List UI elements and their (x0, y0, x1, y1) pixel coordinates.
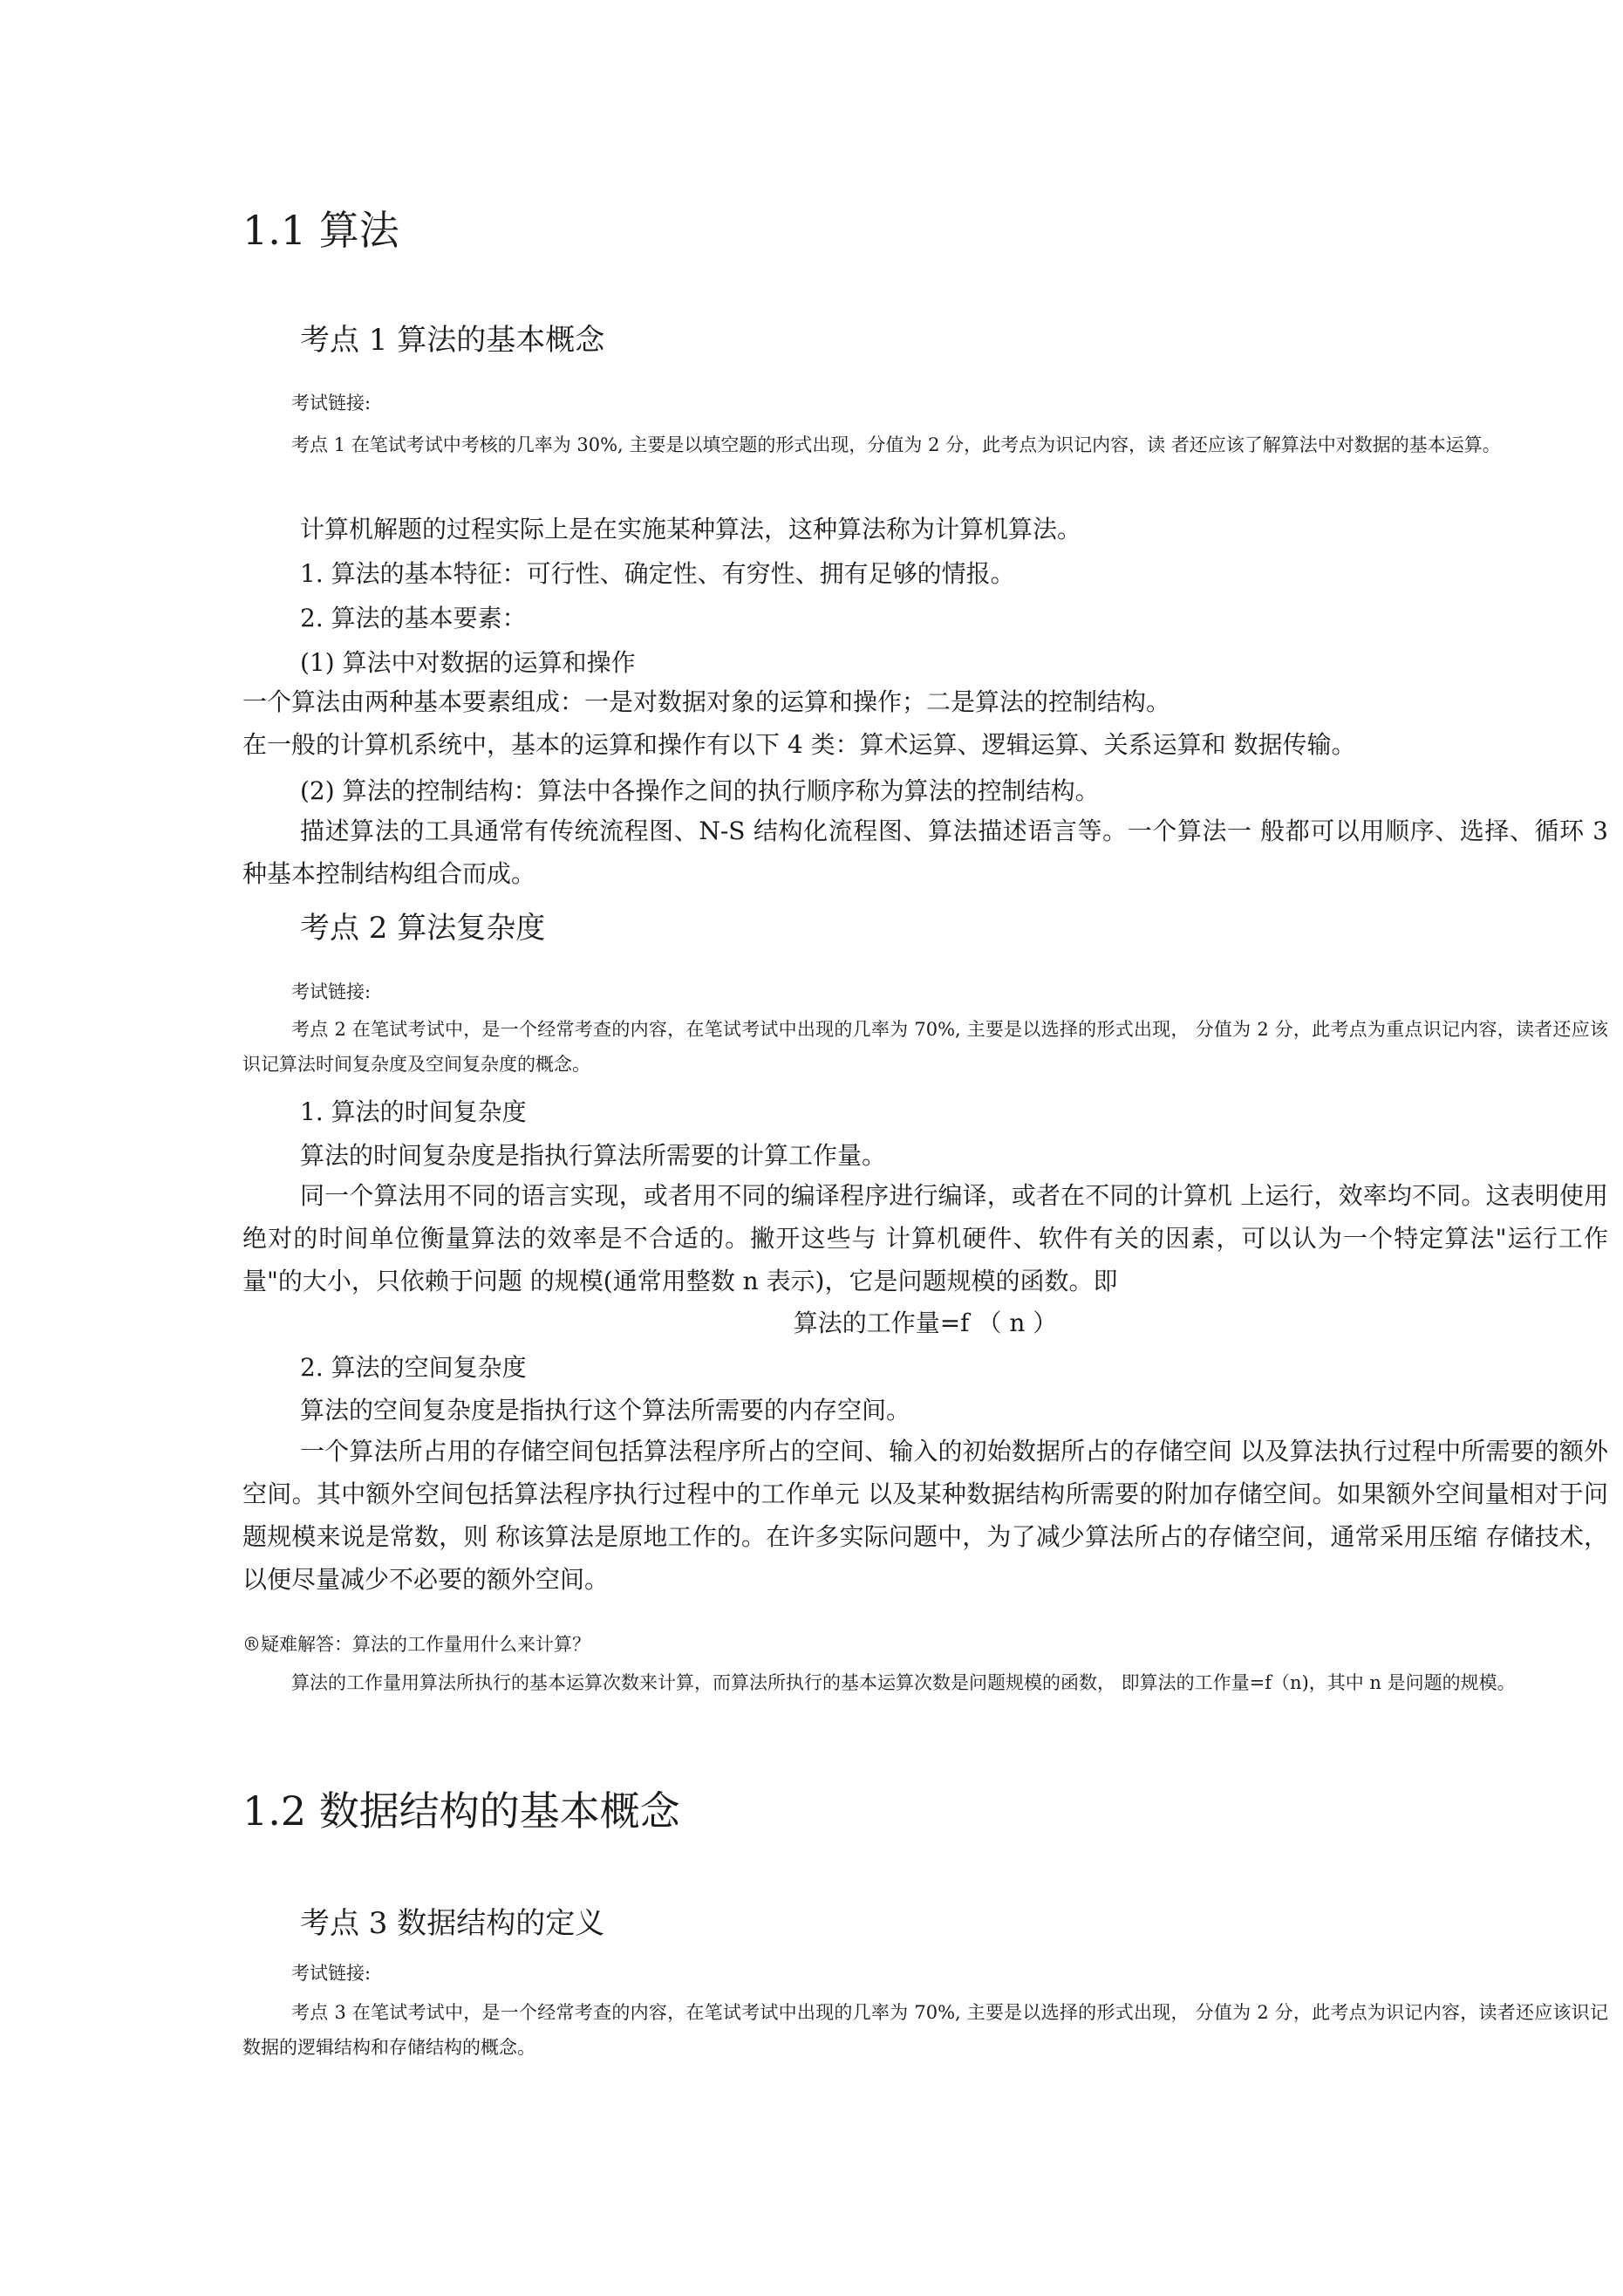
faq-answer: 算法的工作量用算法所执行的基本运算次数来计算，而算法所执行的基本运算次数是问题规模的函数， 即算法的工作量=f（n)，其中 n 是问题的规模。 (291, 1672, 1516, 1693)
space-complexity-heading: 2. 算法的空间复杂度 (300, 1353, 527, 1382)
kaodian-3-link-label: 考试链接: (291, 1963, 372, 1984)
kaodian-1-link-label: 考试链接: (291, 393, 372, 413)
kaodian-2-link-label: 考试链接: (291, 981, 372, 1002)
k1-feature-item: 1. 算法的基本特征：可行性、确定性、有穷性、拥有足够的情报。 (300, 559, 1015, 588)
section-title-1-2: 1.2 数据结构的基本概念 (242, 1787, 680, 1835)
kaodian-3-title: 考点 3 数据结构的定义 (300, 1906, 605, 1941)
k1-sub-item-2: (2) 算法的控制结构：算法中各操作之间的执行顺序称为算法的控制结构。 (300, 776, 1100, 805)
kaodian-2-title: 考点 2 算法复杂度 (300, 911, 546, 946)
k1-sub-item-1: (1) 算法中对数据的运算和操作 (300, 648, 636, 677)
k1-elements-item: 2. 算法的基本要素： (300, 604, 527, 632)
kaodian-1-title: 考点 1 算法的基本概念 (300, 323, 605, 358)
time-complexity-paragraph: 同一个算法用不同的语言实现，或者用不同的编译程序进行编译，或者在不同的计算机 上运行，效率均不同。这表明使用绝对的时间单位衡量算法的效率是不合适的。撇开这些与 计算机硬件、软件有关的因素，可以认为一个特定算法"运行工作量"的大小，只依赖于问题 的规模(通常用整数 n 表示)，它是问题规模的函数。即 (242, 1181, 1608, 1295)
kaodian-1-link-text: 考点 1 在笔试考试中考核的几率为 30%, 主要是以填空题的形式出现，分值为 2 分，此考点为识记内容，读 者还应该了解算法中对数据的基本运算。 (291, 434, 1501, 455)
k1-paragraph-2: 一个算法由两种基本要素组成：一是对数据对象的运算和操作；二是算法的控制结构。 (242, 687, 1171, 716)
k1-paragraph-1: 计算机解题的过程实际上是在实施某种算法，这种算法称为计算机算法。 (300, 515, 1082, 543)
section-title-1-1: 1.1 算法 (242, 207, 399, 254)
space-complexity-definition: 算法的空间复杂度是指执行这个算法所需要的内存空间。 (300, 1396, 911, 1425)
space-complexity-paragraph: 一个算法所占用的存储空间包括算法程序所占的空间、输入的初始数据所占的存储空间 以及算法执行过程中所需要的额外空间。其中额外空间包括算法程序执行过程中的工作单元 以及某种数据结构所需要的附加存储空间。如果额外空间量相对于问题规模来说是常数，则 称该算法是原地工作的。在许多实际问题中，为了减少算法所占的存储空间，通常采用压缩 存储技术，以便尽量减少不必要的额外空间。 (242, 1437, 1608, 1594)
k1-paragraph-3: 在一般的计算机系统中，基本的运算和操作有以下 4 类：算术运算、逻辑运算、关系运算和 数据传输。 (242, 730, 1356, 759)
time-complexity-heading: 1. 算法的时间复杂度 (300, 1097, 527, 1126)
kaodian-2-link-text: 考点 2 在笔试考试中，是一个经常考查的内容，在笔试考试中出现的几率为 70%, 主要是以选择的形式出现， 分值为 2 分，此考点为重点识记内容，读者还应该识记算法时间复杂度及空间复杂度的概念。 (242, 1019, 1608, 1075)
k1-paragraph-4: 描述算法的工具通常有传统流程图、N-S 结构化流程图、算法描述语言等。一个算法一 般都可以用顺序、选择、循环 3 种基本控制结构组合而成。 (242, 817, 1608, 888)
kaodian-3-link-text: 考点 3 在笔试考试中，是一个经常考查的内容，在笔试考试中出现的几率为 70%, 主要是以选择的形式出现， 分值为 2 分，此考点为识记内容，读者还应该识记数据的逻辑结构和存储结构的概念。 (242, 2002, 1608, 2058)
workload-formula: 算法的工作量=f （ n ） (793, 1309, 1058, 1337)
faq-question: ®疑难解答：算法的工作量用什么来计算？ (242, 1634, 590, 1655)
time-complexity-definition: 算法的时间复杂度是指执行算法所需要的计算工作量。 (300, 1141, 887, 1170)
